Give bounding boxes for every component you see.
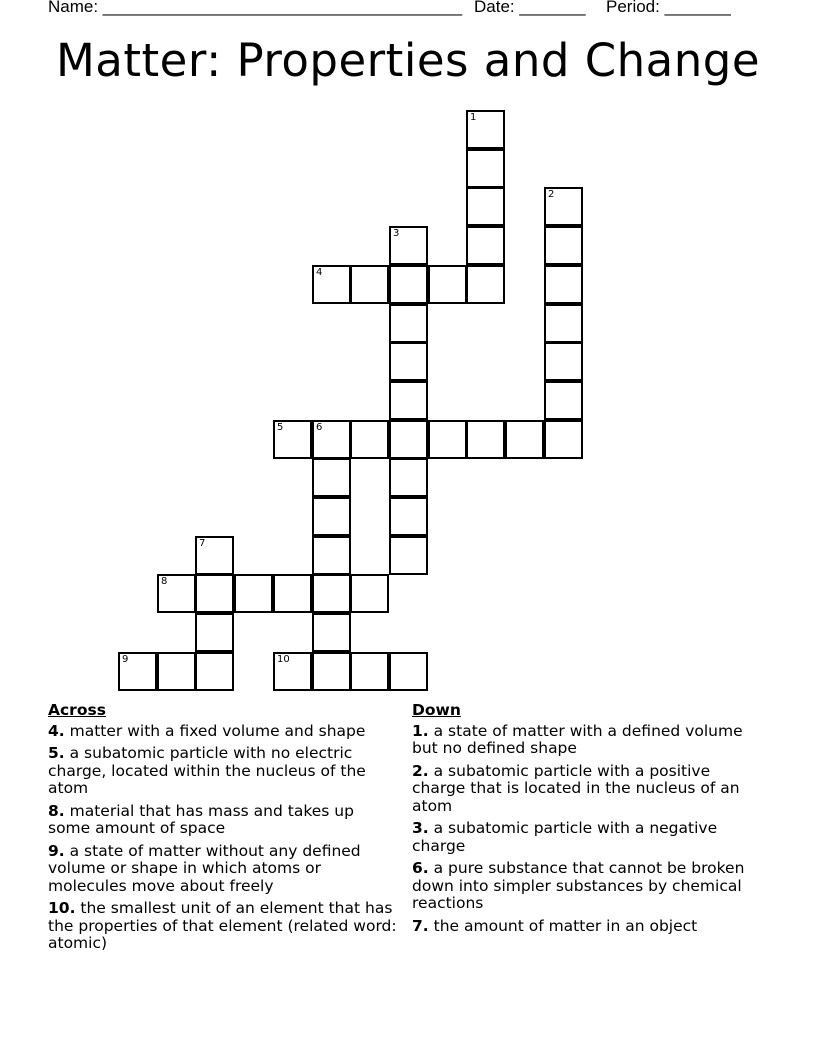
clue-number: 8. [48,801,65,820]
clue-number: 7. [412,916,429,935]
across-clues [48,702,398,958]
grid-cell[interactable] [466,149,505,188]
grid-cell[interactable] [389,652,428,691]
clue-text: a subatomic particle with a positive charge that is located in the nucleus of an atom [412,761,740,815]
down-clue-1 [412,723,762,758]
clue-number-label: 2 [548,189,555,200]
date-field-label: Date: _______ [474,0,586,16]
grid-cell[interactable] [389,458,428,497]
grid-cell[interactable] [157,574,196,613]
clue-number: 5. [48,744,65,762]
clue-number: 3. [412,819,429,837]
clue-number-label: 9 [122,654,129,665]
page-title: Matter: Properties and Change [55,34,761,87]
clue-number-label: 7 [199,538,206,549]
grid-cell[interactable] [312,574,351,613]
grid-cell[interactable] [466,265,505,304]
grid-cell[interactable] [544,226,583,265]
grid-cell[interactable] [544,381,583,420]
grid-cell[interactable] [389,536,428,575]
across-heading: Across [48,701,106,719]
grid-cell[interactable] [195,536,234,575]
grid-cell[interactable] [312,497,351,536]
across-clue-5 [48,745,398,798]
grid-cell[interactable] [350,652,389,691]
down-heading: Down [412,701,461,719]
grid-cell[interactable] [195,613,234,652]
grid-cell[interactable] [157,652,196,691]
clue-number-label: 5 [277,422,284,433]
grid-cell[interactable] [428,265,467,304]
grid-cell[interactable] [505,420,544,459]
across-clue-9 [48,843,398,896]
grid-cell[interactable] [466,420,505,459]
grid-cell[interactable] [389,304,428,343]
clue-number-label: 8 [161,576,168,587]
grid-cell[interactable] [312,265,351,304]
period-field-label: Period: _______ [606,0,731,16]
grid-cell[interactable] [389,342,428,381]
grid-cell[interactable] [466,187,505,226]
down-clue-3 [412,820,762,855]
clue-number: 6. [412,859,429,877]
grid-cell[interactable] [312,458,351,497]
grid-cell[interactable] [350,420,389,459]
clue-text: material that has mass and takes up some amount of space [48,801,354,837]
clue-text: a state of matter with a defined volume but no defined shape [412,721,743,757]
clue-number: 2. [412,761,429,780]
clue-text: a subatomic particle with no electric charge, located within the nucleus of the atom [48,744,366,797]
name-field-label: Name: ______________________________________ [48,0,463,16]
clue-text: a state of matter without any defined volume or shape in which atoms or molecules move about freely [48,841,361,895]
grid-cell[interactable] [118,652,157,691]
grid-cell[interactable] [273,420,312,459]
clue-number: 1. [412,721,429,740]
clue-number-label: 10 [277,654,290,665]
down-clue-7 [412,918,762,936]
grid-cell[interactable] [389,381,428,420]
clue-text: the smallest unit of an element that has the properties of that element (related word: atomic) [48,899,397,952]
across-clue-4 [48,723,398,741]
grid-cell[interactable] [544,342,583,381]
clue-text: the amount of matter in an object [433,916,698,935]
grid-cell[interactable] [389,226,428,265]
grid-cell[interactable] [312,652,351,691]
grid-cell[interactable] [273,574,312,613]
clue-number-label: 4 [316,267,323,278]
grid-cell[interactable] [195,574,234,613]
clue-number-label: 6 [316,422,323,433]
grid-cell[interactable] [350,265,389,304]
grid-cell[interactable] [466,226,505,265]
grid-cell[interactable] [389,420,428,459]
grid-cell[interactable] [544,265,583,304]
grid-cell[interactable] [312,613,351,652]
grid-cell[interactable] [234,574,273,613]
grid-cell[interactable] [195,652,234,691]
grid-cell[interactable] [389,265,428,304]
grid-cell[interactable] [544,304,583,343]
grid-cell[interactable] [428,420,467,459]
clue-number: 9. [48,841,65,860]
clue-number: 10. [48,899,76,917]
clue-number-label: 3 [393,228,400,239]
grid-cell[interactable] [544,187,583,226]
across-clue-10 [48,900,398,953]
clue-number-label: 1 [470,112,477,123]
grid-cell[interactable] [312,536,351,575]
grid-cell[interactable] [466,110,505,149]
down-clue-2 [412,763,762,816]
grid-cell[interactable] [389,497,428,536]
clue-text: a pure substance that cannot be broken down into simpler substances by chemical reactions [412,859,745,912]
grid-cell[interactable] [350,574,389,613]
clue-number: 4. [48,721,65,740]
clue-text: a subatomic particle with a negative charge [412,819,718,855]
grid-cell[interactable] [273,652,312,691]
grid-cell[interactable] [312,420,351,459]
grid-cell[interactable] [544,420,583,459]
down-clue-6 [412,860,762,913]
clue-text: matter with a fixed volume and shape [69,721,366,740]
down-clues [412,702,762,940]
across-clue-8 [48,803,398,838]
